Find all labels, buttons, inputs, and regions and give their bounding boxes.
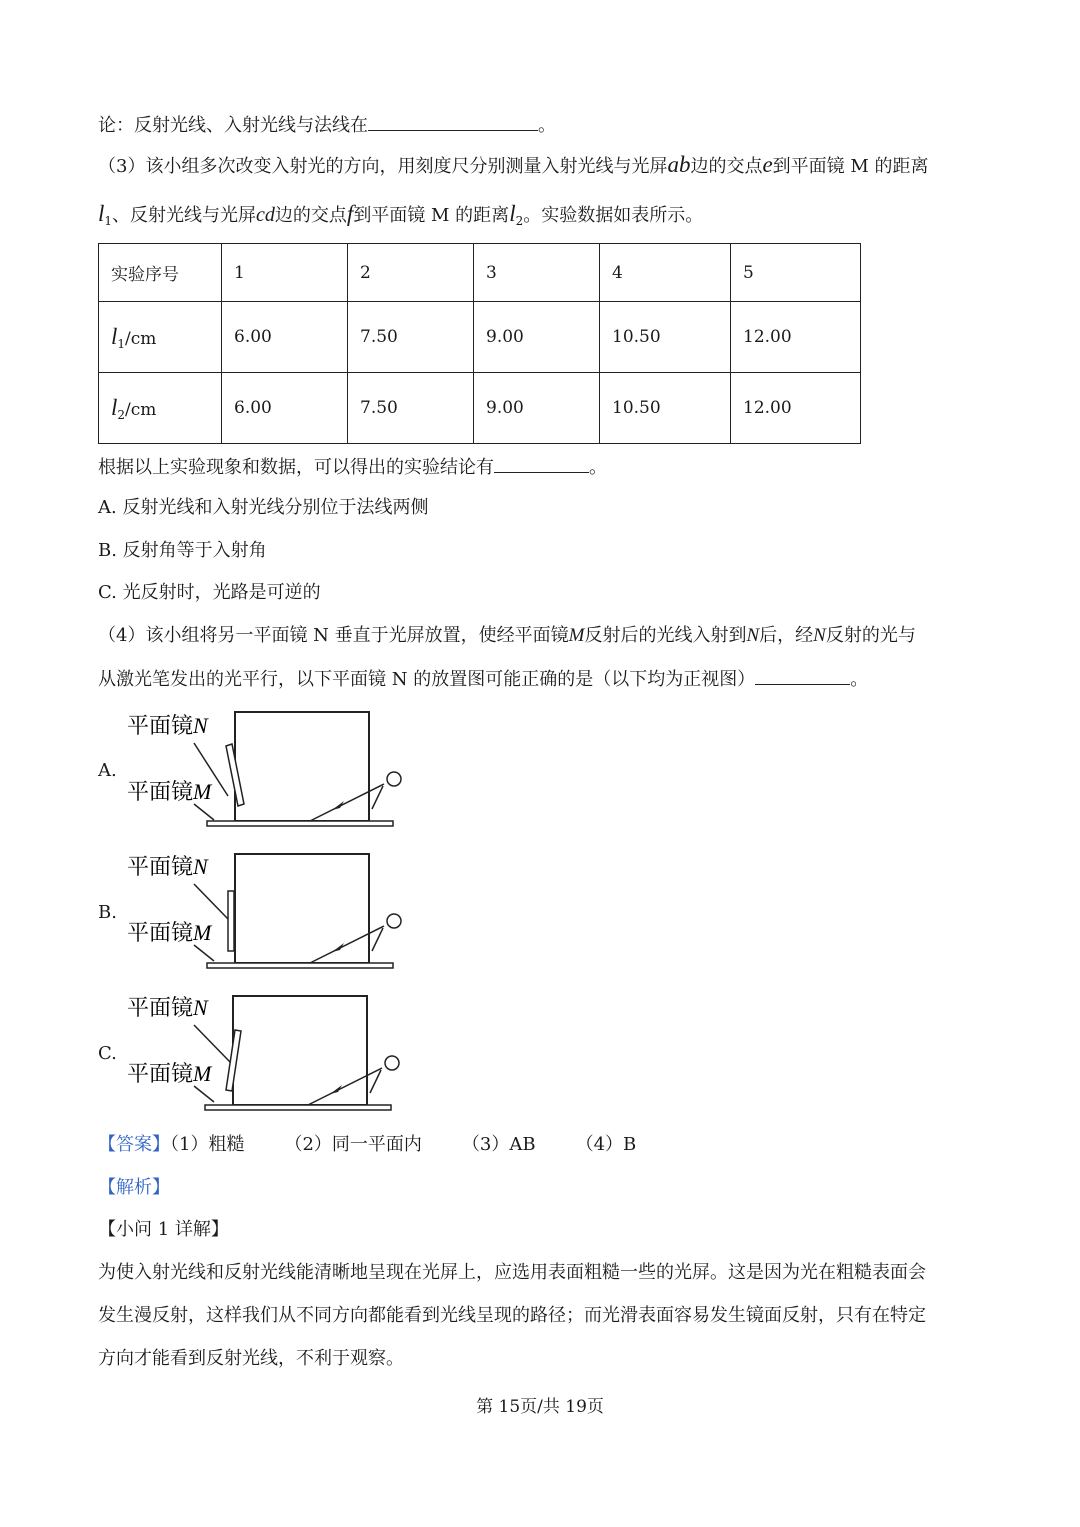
table-cell: 7.50 (348, 373, 474, 444)
laser-pen-head (387, 772, 401, 786)
light-screen (235, 712, 369, 821)
q3-text: 、反射光线与光屏 (112, 205, 257, 226)
punct: 。 (850, 669, 869, 690)
table-cell: 12.00 (731, 302, 861, 373)
table-cell: 12.00 (731, 373, 861, 444)
answer-blank[interactable] (494, 454, 589, 473)
table-cell: 1 (222, 244, 348, 302)
table-cell: 2 (348, 244, 474, 302)
q4-line-2 (98, 666, 868, 692)
table-cell: 6.00 (222, 302, 348, 373)
table-cell: 5 (731, 244, 861, 302)
var-f: f (346, 201, 354, 226)
laser-pen-head (385, 1056, 399, 1070)
answer-part: （1）粗糙 (170, 1134, 245, 1155)
subscript: 2 (515, 214, 524, 228)
figure-label-a: A. (98, 760, 117, 781)
punct: 。 (538, 115, 556, 136)
light-screen (233, 996, 367, 1105)
leader-line (194, 1025, 230, 1062)
mirror-n-label: 平面镜N (127, 713, 208, 739)
answer-part: （4）B (575, 1134, 637, 1155)
q3-text: 边的交点 (274, 205, 347, 226)
figure-a-diagram (120, 708, 410, 833)
mirror-m-label: 平面镜M (127, 779, 212, 805)
mirror-m (207, 821, 393, 826)
var-cd: cd (256, 204, 275, 226)
option-c: C. 光反射时，光路是可逆的 (98, 582, 321, 603)
mirror-m-label: 平面镜M (127, 1061, 212, 1087)
mirror-n (228, 891, 234, 951)
table-cell: 10.50 (600, 302, 731, 373)
mirror-n-label: 平面镜N (127, 995, 208, 1021)
table-cell (99, 373, 222, 444)
q3-line-2 (98, 202, 703, 233)
q4-text: 从激光笔发出的光平行，以下平面镜 N 的放置图可能正确的是（以下均为正视图） (98, 669, 756, 690)
leader-line (194, 884, 228, 919)
analysis-tag: 【解析】 (98, 1177, 170, 1198)
leader-line (194, 1086, 214, 1102)
figure-c-diagram (120, 990, 410, 1115)
q4-text: 反射的光与 (825, 625, 916, 646)
answer-line (98, 1133, 636, 1157)
q3-text: 。实验数据如表所示。 (523, 205, 704, 226)
figure-label-b: B. (98, 902, 117, 923)
q3-text: 到平面镜 M 的距离 (353, 205, 510, 226)
q3-text: 边的交点 (690, 156, 763, 177)
q3-text: （3）该小组多次改变入射光的方向，用刻度尺分别测量入射光线与光屏 (98, 156, 668, 177)
figure-b-diagram (120, 849, 410, 974)
table-cell: 7.50 (348, 302, 474, 373)
q4-text: 反射后的光线入射到 (584, 625, 747, 646)
subquestion-title: 【小问 1 详解】 (98, 1219, 229, 1240)
q3-text: 到平面镜 M 的距离 (772, 156, 929, 177)
light-ray (310, 784, 384, 821)
table-row (99, 373, 861, 444)
punct: 。 (589, 457, 607, 478)
table-cell: 3 (474, 244, 600, 302)
answer-tag: 【答案】 (98, 1134, 170, 1155)
answer-blank[interactable] (368, 112, 538, 131)
page-footer: 第 15页/共 19页 (476, 1397, 604, 1417)
table-cell: 实验序号 (99, 244, 222, 302)
var-l: l (111, 394, 118, 420)
q4-text: 后，经 (759, 625, 814, 646)
var-ab: ab (667, 152, 691, 177)
explanation-line: 发生漫反射，这样我们从不同方向都能看到光线呈现的路径；而光滑表面容易发生镜面反射，只有在特定 (98, 1305, 926, 1326)
option-a: A. 反射光线和入射光线分别位于法线两侧 (98, 497, 429, 518)
q3-line-1 (98, 153, 929, 179)
figure-a[interactable] (120, 708, 410, 837)
table-cell: 9.00 (474, 373, 600, 444)
data-table (98, 243, 861, 444)
unit: /cm (125, 399, 157, 420)
mirror-m-label: 平面镜M (127, 920, 212, 946)
figure-label-c: C. (98, 1043, 117, 1064)
mirror-m (207, 963, 393, 968)
light-ray (308, 1068, 382, 1105)
subscript: 1 (117, 336, 126, 351)
explanation-line: 为使入射光线和反射光线能清晰地呈现在光屏上，应选用表面粗糙一些的光屏。这是因为光在粗糙表面会 (98, 1262, 926, 1283)
q3-question (98, 454, 607, 480)
table-cell: 4 (600, 244, 731, 302)
answer-part: （2）同一平面内 (284, 1134, 422, 1155)
var-N: N (746, 625, 760, 646)
table-cell (99, 302, 222, 373)
subscript: 2 (117, 407, 126, 422)
var-e: e (762, 152, 773, 177)
figure-c[interactable] (120, 990, 410, 1119)
explanation-line: 方向才能看到反射光线，不利于观察。 (98, 1348, 404, 1369)
var-l: l (509, 201, 516, 226)
q2-conclusion (98, 112, 556, 138)
var-M: M (568, 625, 585, 646)
unit: /cm (125, 328, 157, 349)
answer-part: （3）AB (461, 1134, 536, 1155)
figure-b[interactable] (120, 849, 410, 978)
table-cell: 10.50 (600, 373, 731, 444)
option-b: B. 反射角等于入射角 (98, 540, 267, 561)
subscript: 1 (104, 214, 113, 228)
var-N: N (813, 625, 826, 646)
mirror-m (205, 1105, 391, 1110)
q4-line-1 (98, 624, 916, 648)
var-l: l (98, 201, 105, 226)
q2-conclusion-text: 论：反射光线、入射光线与法线在 (98, 115, 368, 136)
table-cell: 6.00 (222, 373, 348, 444)
leader-line (194, 945, 214, 961)
var-l: l (111, 323, 118, 349)
leader-line (194, 804, 214, 820)
answer-blank[interactable] (755, 666, 850, 685)
table-row (99, 244, 861, 302)
light-ray (310, 926, 384, 963)
q3-question-text: 根据以上实验现象和数据，可以得出的实验结论有 (98, 457, 494, 478)
table-row (99, 302, 861, 373)
mirror-n-label: 平面镜N (127, 854, 208, 880)
laser-pen-head (387, 914, 401, 928)
q4-text: （4）该小组将另一平面镜 N 垂直于光屏放置，使经平面镜 (98, 625, 569, 646)
light-screen (235, 854, 369, 963)
table-cell: 9.00 (474, 302, 600, 373)
